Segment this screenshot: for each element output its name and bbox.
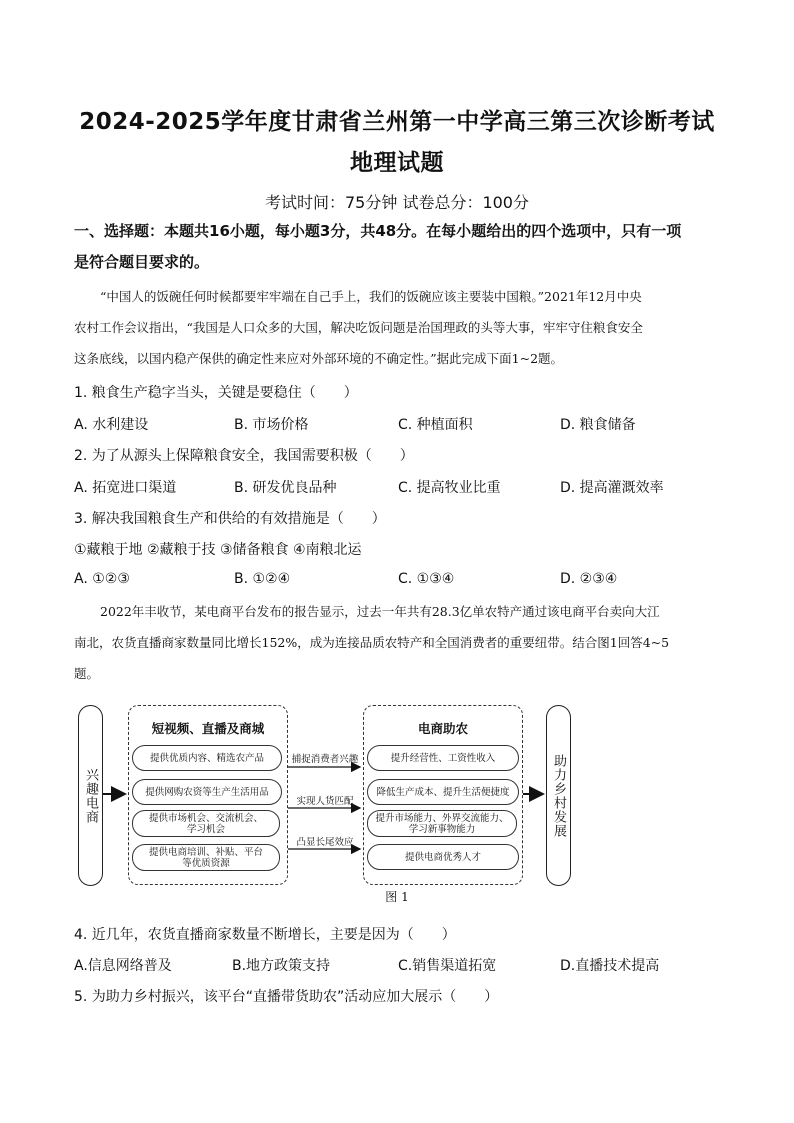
group-1-title: 短视频、直播及商城 bbox=[151, 721, 265, 736]
passage-1-line2: 农村工作会议指出，“我国是人口众多的大国，解决吃饭问题是治国理政的头等大事，牢牢守住粮食安全 bbox=[74, 320, 643, 335]
passage-2-line1: 2022年丰收节，某电商平台发布的报告显示，过去一年共有28.3亿单农特产通过该电商平台卖向大江 bbox=[100, 604, 660, 619]
passage-1-line1: “中国人的饭碗任何时候都要牢牢端在自己手上，我们的饭碗应该主要装中国粮。”2021年12月中央 bbox=[100, 289, 642, 304]
group-2-item-3: 提升市场能力、外界交流能力、学习新事物能力 bbox=[367, 810, 517, 837]
question-2-option-c: C. 提高牧业比重 bbox=[398, 480, 501, 496]
question-3-option-c: C. ①③④ bbox=[398, 571, 455, 587]
passage-1-line3: 这条底线，以国内稳产保供的确定性来应对外部环境的不确定性。”据此完成下面1~2题。 bbox=[74, 351, 564, 366]
question-1-option-a: A. 水利建设 bbox=[74, 417, 149, 433]
section-heading bbox=[74, 216, 724, 278]
exam-title-line1: 2024-2025学年度甘肃省兰州第一中学高三第三次诊断考试 bbox=[79, 109, 715, 135]
question-4-option-b: B.地方政策支持 bbox=[232, 958, 331, 974]
question-3-option-d: D. ②③④ bbox=[560, 571, 618, 587]
question-3-option-b: B. ①②④ bbox=[234, 571, 291, 587]
exam-title-line2: 地理试题 bbox=[350, 150, 444, 176]
passage-2-line3: 题。 bbox=[74, 666, 100, 681]
left-box-interest-ecommerce: 兴趣电商 bbox=[78, 705, 103, 886]
question-1-option-d: D. 粮食储备 bbox=[560, 417, 636, 433]
figure-caption: 图 1 bbox=[385, 890, 409, 904]
group-1-item-4: 提供电商培训、补贴、平台等优质资源 bbox=[132, 844, 280, 871]
question-3-stem: 3. 解决我国粮食生产和供给的有效措施是（ ） bbox=[74, 511, 386, 527]
arrow-label-match: 实现人货匹配 bbox=[296, 796, 354, 807]
group-2-item-2: 降低生产成本、提升生活便捷度 bbox=[367, 779, 519, 805]
group-ecommerce-helps-farmers bbox=[363, 705, 523, 885]
question-2-option-b: B. 研发优良品种 bbox=[234, 480, 337, 496]
question-4-option-c: C.销售渠道拓宽 bbox=[398, 958, 497, 974]
question-4-option-d: D.直播技术提高 bbox=[560, 958, 660, 974]
arrow-label-capture-interest: 捕捉消费者兴趣 bbox=[291, 754, 359, 765]
passage-2-line2: 南北，农货直播商家数量同比增长152%，成为连接品质农特产和全国消费者的重要纽带。结合图1回答4~5 bbox=[74, 635, 670, 650]
question-5-stem: 5. 为助力乡村振兴，该平台“直播带货助农”活动应加大展示（ ） bbox=[74, 989, 499, 1005]
question-4-stem: 4. 近几年，农货直播商家数量不断增长，主要是因为（ ） bbox=[74, 927, 456, 943]
question-2-option-d: D. 提高灌溉效率 bbox=[560, 480, 664, 496]
exam-info: 考试时间：75分钟 试卷总分：100分 bbox=[265, 193, 529, 212]
passage-2 bbox=[74, 596, 724, 689]
group-1-item-1: 提供优质内容、精选农产品 bbox=[132, 745, 282, 771]
question-1-option-b: B. 市场价格 bbox=[234, 417, 309, 433]
question-2-option-a: A. 拓宽进口渠道 bbox=[74, 480, 177, 496]
group-1-item-2: 提供网购农资等生产生活用品 bbox=[132, 779, 282, 805]
group-2-title: 电商助农 bbox=[417, 721, 468, 736]
group-2-item-4: 提供电商优秀人才 bbox=[367, 844, 519, 870]
question-3-option-a: A. ①②③ bbox=[74, 571, 130, 587]
section-heading-line2: 是符合题目要求的。 bbox=[74, 253, 210, 271]
group-1-item-3: 提供市场机会、交流机会、学习机会 bbox=[132, 810, 280, 837]
passage-1 bbox=[74, 281, 724, 374]
group-2-item-1: 提升经营性、工资性收入 bbox=[367, 745, 519, 771]
right-box-rural-development: 助力乡村发展 bbox=[546, 705, 571, 886]
question-3-sub-items: ①藏粮于地 ②藏粮于技 ③储备粮食 ④南粮北运 bbox=[74, 542, 362, 558]
group-short-video-live-mall bbox=[128, 705, 288, 885]
question-1-stem: 1. 粮食生产稳字当头，关键是要稳住（ ） bbox=[74, 385, 358, 401]
question-4-option-a: A.信息网络普及 bbox=[74, 958, 172, 974]
question-2-stem: 2. 为了从源头上保障粮食安全，我国需要积极（ ） bbox=[74, 448, 414, 464]
question-1-option-c: C. 种植面积 bbox=[398, 417, 473, 433]
arrow-label-long-tail: 凸显长尾效应 bbox=[296, 837, 354, 848]
section-heading-line1: 一、选择题：本题共16小题，每小题3分，共48分。在每小题给出的四个选项中，只有一项 bbox=[74, 222, 682, 240]
